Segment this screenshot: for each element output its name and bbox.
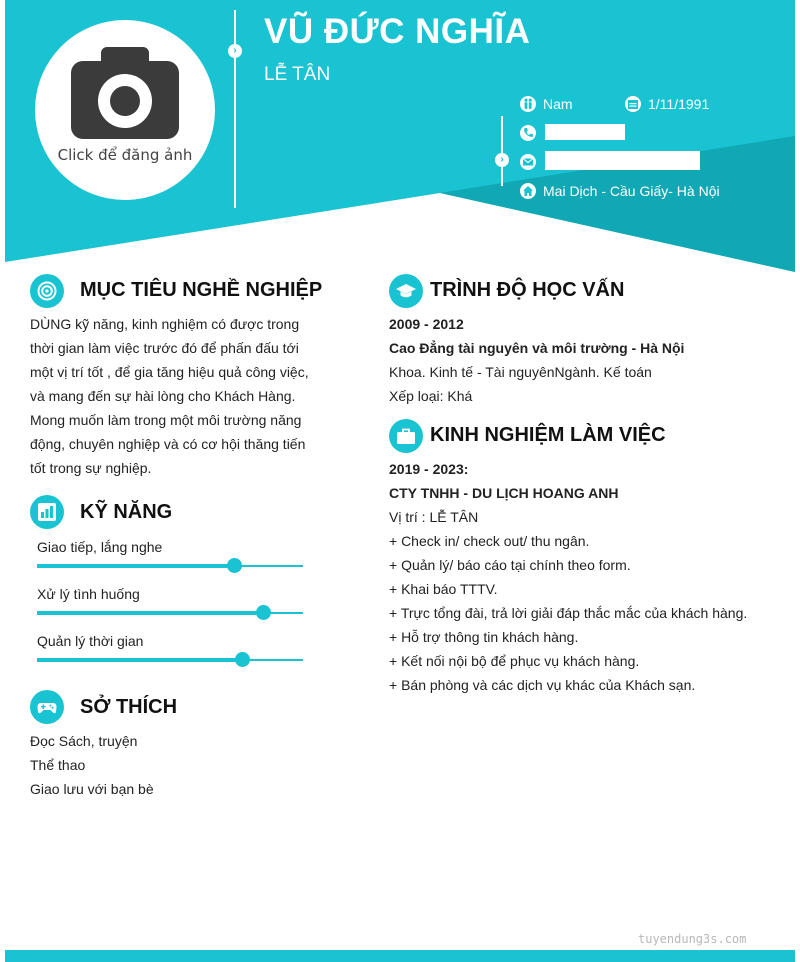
briefcase-icon <box>389 419 423 453</box>
objective-line: và mang đến sự hài lòng cho Khách Hàng. <box>30 388 296 404</box>
email-row <box>520 154 543 170</box>
objective-text <box>30 312 313 480</box>
hobby-item: Thể thao <box>30 757 86 773</box>
home-icon <box>520 183 536 199</box>
email-icon <box>520 154 536 170</box>
redacted-email <box>545 151 700 170</box>
address-value: Mai Dịch - Cầu Giấy- Hà Nội <box>543 183 720 199</box>
birthdate-row <box>625 96 709 112</box>
gender-value: Nam <box>543 96 573 112</box>
calendar-icon <box>625 96 641 112</box>
gamepad-icon <box>30 690 64 724</box>
gender-row <box>520 96 573 112</box>
address-row <box>520 183 720 199</box>
skill-label: Quản lý thời gian <box>37 633 144 649</box>
skills-title: KỸ NĂNG <box>80 501 173 523</box>
skill-slider <box>37 565 303 567</box>
objective-line: tốt trong sự nghiệp. <box>30 460 152 476</box>
skill-label: Xử lý tình huống <box>37 586 140 602</box>
skill-knob[interactable] <box>256 605 271 620</box>
experience-duty: + Check in/ check out/ thu ngân. <box>389 533 590 549</box>
skill-fill <box>37 658 242 662</box>
objective-line: Mong muốn làm trong một môi trường năng <box>30 412 302 428</box>
experience-duty: + Bán phòng và các dịch vụ khác của Khách sạn. <box>389 677 696 693</box>
objective-line: thời gian làm việc trước đó để phấn đấu tới <box>30 340 299 356</box>
experience-duty: + Khai báo TTTV. <box>389 581 498 597</box>
experience-duty: + Kết nối nội bộ để phục vụ khách hàng. <box>389 653 640 669</box>
candidate-name: VŨ ĐỨC NGHĨA <box>264 12 531 51</box>
bar-chart-icon <box>30 495 64 529</box>
camera-icon <box>71 47 179 139</box>
skill-fill <box>37 564 234 568</box>
phone-icon <box>520 125 536 141</box>
objective-line: DÙNG kỹ năng, kinh nghiệm có được trong <box>30 316 300 332</box>
education-grade: Xếp loại: Khá <box>389 388 473 404</box>
experience-position: Vị trí : LỄ TÂN <box>389 509 479 525</box>
avatar-upload[interactable] <box>35 20 215 200</box>
hobbies-title: SỞ THÍCH <box>80 696 178 718</box>
objective-line: một vị trí tốt , để gia tăng hiệu quả công việc, <box>30 364 309 380</box>
hobby-item: Đọc Sách, truyện <box>30 733 138 749</box>
skill-knob[interactable] <box>227 558 242 573</box>
hobby-item: Giao lưu với bạn bè <box>30 781 154 797</box>
objective-line: động, chuyên nghiệp và có cơ hội thăng tiến <box>30 436 306 452</box>
experience-duty: + Hỗ trợ thông tin khách hàng. <box>389 629 579 645</box>
experience-title: KINH NGHIỆM LÀM VIỆC <box>430 424 666 446</box>
contact-divider-line <box>501 116 503 186</box>
gender-icon <box>520 96 536 112</box>
footer-bar <box>5 950 795 962</box>
redacted-phone <box>545 124 625 140</box>
avatar-label: Click để đăng ảnh <box>57 146 193 164</box>
education-faculty: Khoa. Kinh tế - Tài nguyênNgành. Kế toán <box>389 364 652 380</box>
divider-line <box>234 10 236 208</box>
education-title: TRÌNH ĐỘ HỌC VẤN <box>430 279 625 301</box>
watermark: tuyendung3s.com <box>638 932 747 946</box>
experience-company: CTY TNHH - DU LỊCH HOANG ANH <box>389 485 619 501</box>
phone-row <box>520 125 543 141</box>
education-school: Cao Đẳng tài nguyên và môi trường - Hà Nội <box>389 340 685 356</box>
skill-slider <box>37 612 303 614</box>
education-period: 2009 - 2012 <box>389 316 464 332</box>
birthdate-value: 1/11/1991 <box>648 96 710 112</box>
skill-knob[interactable] <box>235 652 250 667</box>
experience-duty: + Trực tổng đài, trả lời giải đáp thắc mắc của khách hàng. <box>389 605 748 621</box>
timeline-node-icon: › <box>228 44 242 58</box>
candidate-role: LỄ TÂN <box>264 64 331 85</box>
objective-title: MỤC TIÊU NGHỀ NGHIỆP <box>80 279 323 301</box>
contact-node-icon: › <box>495 153 509 167</box>
skill-label: Giao tiếp, lắng nghe <box>37 539 163 555</box>
skill-slider <box>37 659 303 661</box>
experience-duty: + Quản lý/ báo cáo tại chính theo form. <box>389 557 631 573</box>
skill-fill <box>37 611 263 615</box>
graduation-cap-icon <box>389 274 423 308</box>
experience-period: 2019 - 2023: <box>389 461 469 477</box>
target-icon <box>30 274 64 308</box>
